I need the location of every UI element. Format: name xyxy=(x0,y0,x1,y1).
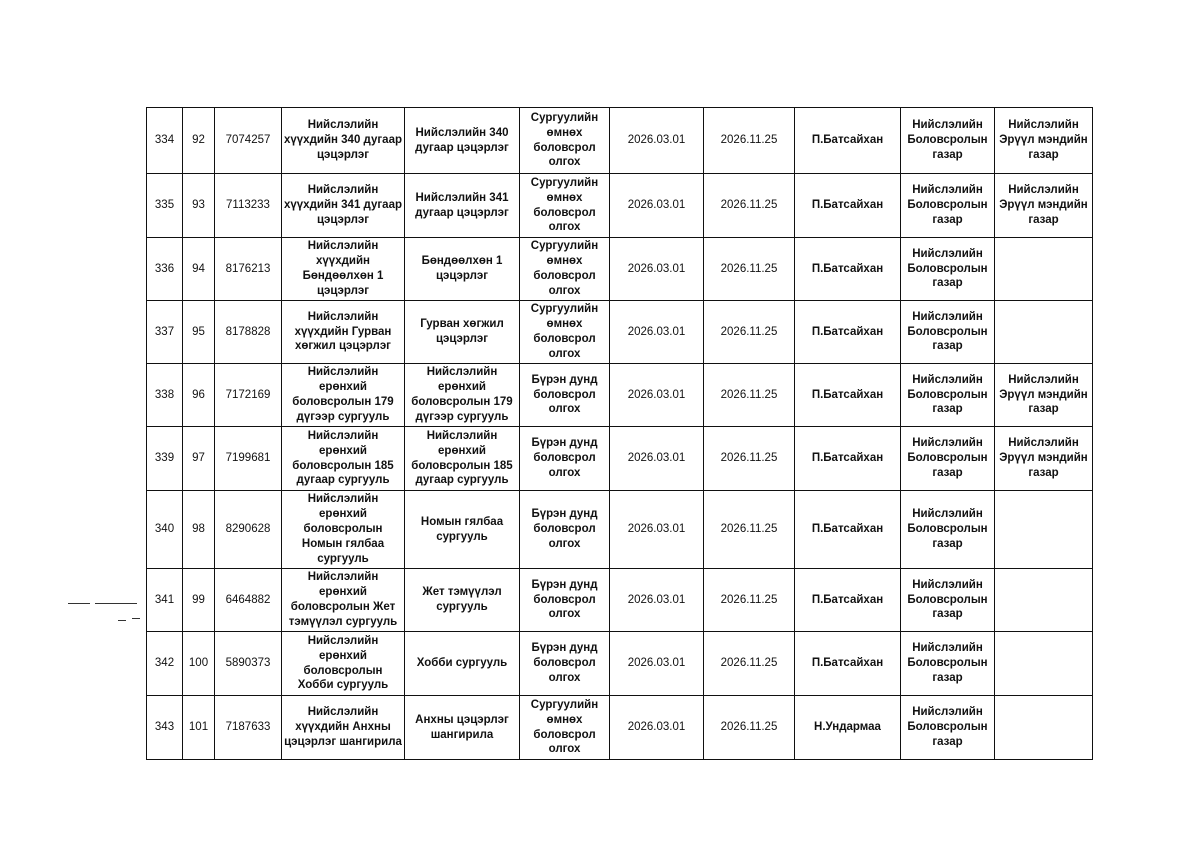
end-date-cell: 2026.11.25 xyxy=(704,301,795,364)
registration-number-cell: 7187633 xyxy=(215,696,282,760)
sub-number-cell: 92 xyxy=(183,108,215,174)
education-level-cell: Бүрэн дунд боловсрол олгох xyxy=(520,427,610,491)
organization-name-cell: Нийслэлийн ерөнхий боловсролын 185 дугаар сургууль xyxy=(282,427,405,491)
margin-mark xyxy=(68,603,90,604)
registration-number-cell: 6464882 xyxy=(215,569,282,632)
responsible-person-cell: П.Батсайхан xyxy=(795,364,901,427)
registration-number-cell: 7199681 xyxy=(215,427,282,491)
short-name-cell: Нийслэлийн 341 дугаар цэцэрлэг xyxy=(405,174,520,238)
authority-primary-cell: Нийслэлийн Боловсролын газар xyxy=(901,632,995,696)
authority-secondary-cell: Нийслэлийн Эрүүл мэндийн газар xyxy=(995,108,1093,174)
authority-secondary-cell xyxy=(995,238,1093,301)
authority-primary-cell: Нийслэлийн Боловсролын газар xyxy=(901,569,995,632)
end-date-cell: 2026.11.25 xyxy=(704,108,795,174)
row-number-cell: 334 xyxy=(147,108,183,174)
authority-primary-cell: Нийслэлийн Боловсролын газар xyxy=(901,174,995,238)
responsible-person-cell: П.Батсайхан xyxy=(795,108,901,174)
authority-primary-cell: Нийслэлийн Боловсролын газар xyxy=(901,301,995,364)
short-name-cell: Нийслэлийн 340 дугаар цэцэрлэг xyxy=(405,108,520,174)
authority-primary-cell: Нийслэлийн Боловсролын газар xyxy=(901,427,995,491)
responsible-person-cell: П.Батсайхан xyxy=(795,632,901,696)
authority-primary-cell: Нийслэлийн Боловсролын газар xyxy=(901,108,995,174)
registry-table-body xyxy=(147,108,1093,760)
education-level-cell: Бүрэн дунд боловсрол олгох xyxy=(520,632,610,696)
margin-mark xyxy=(118,620,126,621)
row-number-cell: 340 xyxy=(147,491,183,569)
sub-number-cell: 97 xyxy=(183,427,215,491)
sub-number-cell: 94 xyxy=(183,238,215,301)
responsible-person-cell: Н.Ундармаа xyxy=(795,696,901,760)
authority-primary-cell: Нийслэлийн Боловсролын газар xyxy=(901,696,995,760)
start-date-cell: 2026.03.01 xyxy=(610,569,704,632)
authority-primary-cell: Нийслэлийн Боловсролын газар xyxy=(901,364,995,427)
start-date-cell: 2026.03.01 xyxy=(610,696,704,760)
responsible-person-cell: П.Батсайхан xyxy=(795,174,901,238)
short-name-cell: Нийслэлийн ерөнхий боловсролын 179 дүгээр сургууль xyxy=(405,364,520,427)
authority-primary-cell: Нийслэлийн Боловсролын газар xyxy=(901,238,995,301)
row-number-cell: 341 xyxy=(147,569,183,632)
education-level-cell: Сургуулийн өмнөх боловсрол олгох xyxy=(520,238,610,301)
education-level-cell: Бүрэн дунд боловсрол олгох xyxy=(520,569,610,632)
row-number-cell: 337 xyxy=(147,301,183,364)
table-row xyxy=(147,569,1093,632)
row-number-cell: 342 xyxy=(147,632,183,696)
education-level-cell: Сургуулийн өмнөх боловсрол олгох xyxy=(520,696,610,760)
registration-number-cell: 7113233 xyxy=(215,174,282,238)
organization-name-cell: Нийслэлийн ерөнхий боловсролын Хобби сургууль xyxy=(282,632,405,696)
short-name-cell: Гурван хөгжил цэцэрлэг xyxy=(405,301,520,364)
registration-number-cell: 8290628 xyxy=(215,491,282,569)
sub-number-cell: 96 xyxy=(183,364,215,427)
responsible-person-cell: П.Батсайхан xyxy=(795,427,901,491)
start-date-cell: 2026.03.01 xyxy=(610,632,704,696)
authority-secondary-cell xyxy=(995,569,1093,632)
education-level-cell: Сургуулийн өмнөх боловсрол олгох xyxy=(520,108,610,174)
authority-secondary-cell xyxy=(995,301,1093,364)
short-name-cell: Бөндөөлхөн 1 цэцэрлэг xyxy=(405,238,520,301)
registration-number-cell: 8178828 xyxy=(215,301,282,364)
short-name-cell: Номын гялбаа сургууль xyxy=(405,491,520,569)
table-row xyxy=(147,632,1093,696)
authority-secondary-cell xyxy=(995,491,1093,569)
education-level-cell: Бүрэн дунд боловсрол олгох xyxy=(520,364,610,427)
start-date-cell: 2026.03.01 xyxy=(610,108,704,174)
registration-number-cell: 8176213 xyxy=(215,238,282,301)
organization-name-cell: Нийслэлийн хүүхдийн 340 дугаар цэцэрлэг xyxy=(282,108,405,174)
responsible-person-cell: П.Батсайхан xyxy=(795,301,901,364)
responsible-person-cell: П.Батсайхан xyxy=(795,491,901,569)
registration-number-cell: 5890373 xyxy=(215,632,282,696)
end-date-cell: 2026.11.25 xyxy=(704,632,795,696)
row-number-cell: 336 xyxy=(147,238,183,301)
sub-number-cell: 100 xyxy=(183,632,215,696)
organization-name-cell: Нийслэлийн хүүхдийн 341 дугаар цэцэрлэг xyxy=(282,174,405,238)
table-row xyxy=(147,238,1093,301)
end-date-cell: 2026.11.25 xyxy=(704,238,795,301)
end-date-cell: 2026.11.25 xyxy=(704,364,795,427)
sub-number-cell: 93 xyxy=(183,174,215,238)
registry-table xyxy=(146,107,1093,760)
start-date-cell: 2026.03.01 xyxy=(610,174,704,238)
education-level-cell: Бүрэн дунд боловсрол олгох xyxy=(520,491,610,569)
table-row xyxy=(147,696,1093,760)
authority-secondary-cell: Нийслэлийн Эрүүл мэндийн газар xyxy=(995,174,1093,238)
row-number-cell: 343 xyxy=(147,696,183,760)
organization-name-cell: Нийслэлийн ерөнхий боловсролын Номын гялбаа сургууль xyxy=(282,491,405,569)
short-name-cell: Нийслэлийн ерөнхий боловсролын 185 дугаар сургууль xyxy=(405,427,520,491)
sub-number-cell: 95 xyxy=(183,301,215,364)
authority-secondary-cell xyxy=(995,696,1093,760)
end-date-cell: 2026.11.25 xyxy=(704,569,795,632)
table-row xyxy=(147,491,1093,569)
short-name-cell: Анхны цэцэрлэг шангирила xyxy=(405,696,520,760)
margin-mark xyxy=(132,618,140,619)
margin-mark xyxy=(95,603,137,604)
start-date-cell: 2026.03.01 xyxy=(610,364,704,427)
education-level-cell: Сургуулийн өмнөх боловсрол олгох xyxy=(520,301,610,364)
authority-primary-cell: Нийслэлийн Боловсролын газар xyxy=(901,491,995,569)
registration-number-cell: 7172169 xyxy=(215,364,282,427)
organization-name-cell: Нийслэлийн ерөнхий боловсролын 179 дүгээр сургууль xyxy=(282,364,405,427)
table-row xyxy=(147,174,1093,238)
responsible-person-cell: П.Батсайхан xyxy=(795,238,901,301)
organization-name-cell: Нийслэлийн ерөнхий боловсролын Жет тэмүүлэл сургууль xyxy=(282,569,405,632)
start-date-cell: 2026.03.01 xyxy=(610,491,704,569)
row-number-cell: 335 xyxy=(147,174,183,238)
organization-name-cell: Нийслэлийн хүүхдийн Анхны цэцэрлэг шангирила xyxy=(282,696,405,760)
registration-number-cell: 7074257 xyxy=(215,108,282,174)
start-date-cell: 2026.03.01 xyxy=(610,238,704,301)
education-level-cell: Сургуулийн өмнөх боловсрол олгох xyxy=(520,174,610,238)
end-date-cell: 2026.11.25 xyxy=(704,174,795,238)
authority-secondary-cell xyxy=(995,632,1093,696)
short-name-cell: Жет тэмүүлэл сургууль xyxy=(405,569,520,632)
end-date-cell: 2026.11.25 xyxy=(704,491,795,569)
sub-number-cell: 98 xyxy=(183,491,215,569)
row-number-cell: 338 xyxy=(147,364,183,427)
authority-secondary-cell: Нийслэлийн Эрүүл мэндийн газар xyxy=(995,427,1093,491)
end-date-cell: 2026.11.25 xyxy=(704,696,795,760)
start-date-cell: 2026.03.01 xyxy=(610,301,704,364)
end-date-cell: 2026.11.25 xyxy=(704,427,795,491)
table-row xyxy=(147,364,1093,427)
table-row xyxy=(147,427,1093,491)
responsible-person-cell: П.Батсайхан xyxy=(795,569,901,632)
short-name-cell: Хобби сургууль xyxy=(405,632,520,696)
authority-secondary-cell: Нийслэлийн Эрүүл мэндийн газар xyxy=(995,364,1093,427)
start-date-cell: 2026.03.01 xyxy=(610,427,704,491)
organization-name-cell: Нийслэлийн хүүхдийн Гурван хөгжил цэцэрлэг xyxy=(282,301,405,364)
table-row xyxy=(147,301,1093,364)
sub-number-cell: 99 xyxy=(183,569,215,632)
sub-number-cell: 101 xyxy=(183,696,215,760)
organization-name-cell: Нийслэлийн хүүхдийн Бөндөөлхөн 1 цэцэрлэг xyxy=(282,238,405,301)
table-row xyxy=(147,108,1093,174)
row-number-cell: 339 xyxy=(147,427,183,491)
